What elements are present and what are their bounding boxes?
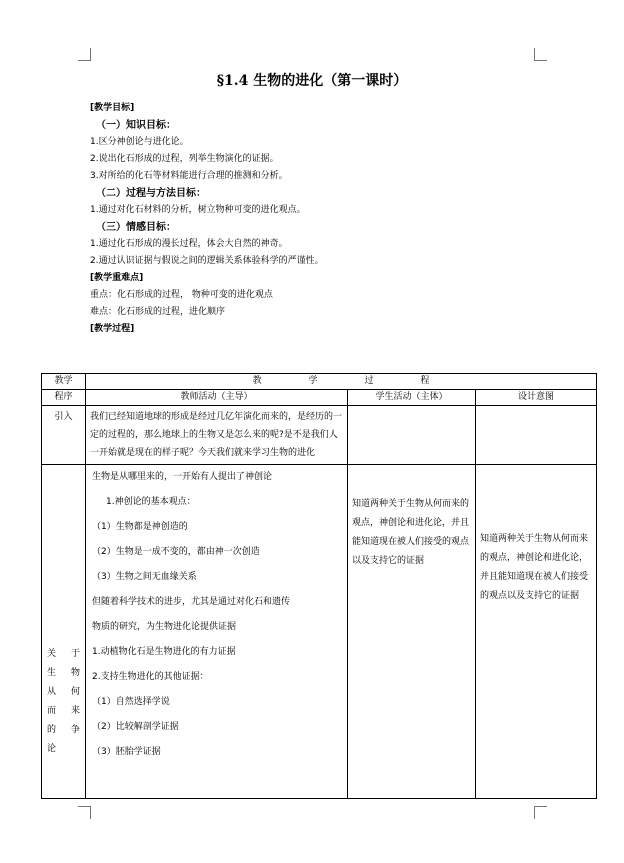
intro-design-intent: [476, 406, 597, 465]
knowledge-heading: （一）知识目标：: [96, 120, 176, 131]
knowledge-item: 2.说出化石形成的过程，列举生物演化的证据。: [90, 154, 279, 164]
lesson-plan-table: [41, 373, 597, 799]
header-process-char: 教: [252, 376, 262, 386]
intro-teacher-activity: 我们已经知道地球的形成是经过几亿年演化而来的，是经历的一定的过程的，那么地球上的生物又是怎么来的呢?是不是我们人一开始就是现在的样子呢？今天我们就来学习生物的进化: [86, 406, 348, 465]
header-process-char: 过: [364, 376, 374, 386]
intro-student-activity: [348, 406, 476, 465]
crop-mark-bottom-right: [534, 806, 547, 819]
header-design: 设计意图: [476, 390, 597, 406]
process-item: 1.通过对化石材料的分析，树立物种可变的进化观点。: [90, 205, 306, 215]
knowledge-item: 1.区分神创论与进化论。: [90, 137, 189, 147]
goals-heading: [教学目标]: [90, 103, 135, 113]
emotion-item: 2.通过认识证据与假说之间的逻辑关系体验科学的严谨性。: [90, 256, 324, 266]
difficult-point: 难点：化石形成的过程，进化顺序: [90, 307, 226, 317]
table-header-row-1: [42, 374, 597, 390]
row-label-intro: 引入: [42, 406, 86, 465]
crop-mark-bottom-left: [78, 806, 91, 819]
table-row: [42, 406, 597, 465]
header-cell-program-2: 程序: [42, 390, 86, 406]
header-student: 学生活动（主体）: [348, 390, 476, 406]
keypoints-heading: [教学重难点]: [90, 273, 144, 283]
crop-mark-top-left: [78, 48, 91, 61]
page-title: §1.4 生物的进化（第一课时）: [216, 73, 408, 89]
process-heading: （二）过程与方法目标：: [96, 188, 206, 199]
emotion-heading: （三）情感目标：: [96, 222, 176, 233]
emotion-item: 1.通过化石形成的漫长过程，体会大自然的神奇。: [90, 239, 288, 249]
key-point: 重点：化石形成的过程， 物种可变的进化观点: [90, 290, 273, 300]
header-process-char: 学: [308, 376, 318, 386]
row-label-debate: 关 于 生 物 从 何 而 来 的 争 论: [42, 465, 86, 799]
process-label: [教学过程]: [90, 324, 135, 334]
debate-design-intent: 知道两种关于生物从何而来的观点，神创论和进化论，并且能知道现在被人们接受的观点以及支持它的证据: [476, 465, 597, 799]
debate-teacher-activity: 生物是从哪里来的，一开始有人提出了神创论 1.神创论的基本观点： （1）生物都是神创造的 （2）生物是一成不变的，都由神一次创造 （3）生物之间无血缘关系 但随着科学技术的进步，尤其是通过对化石和遗传 物质的研究，为生物进化论提供证据 1.动植物化石是生物进化的有力证据 2.支持生物进化的其他证据： （1）自然选择学说 （2）比较解剖学证据 （3）胚胎学证据: [86, 465, 348, 799]
table-header-row-2: [42, 390, 597, 406]
lesson-intro: [90, 100, 570, 338]
knowledge-item: 3.对所给的化石等材料能进行合理的推测和分析。: [90, 171, 288, 181]
debate-student-activity: 知道两种关于生物从何而来的观点，神创论和进化论，并且能知道现在被人们接受的观点以及支持它的证据: [348, 465, 476, 799]
header-process-char: 程: [420, 376, 430, 386]
table-row: [42, 465, 597, 799]
header-teacher: 教师活动（主导）: [86, 390, 348, 406]
header-cell-process: [86, 374, 597, 390]
header-cell-program-1: 教学: [42, 374, 86, 390]
crop-mark-top-right: [534, 48, 547, 61]
